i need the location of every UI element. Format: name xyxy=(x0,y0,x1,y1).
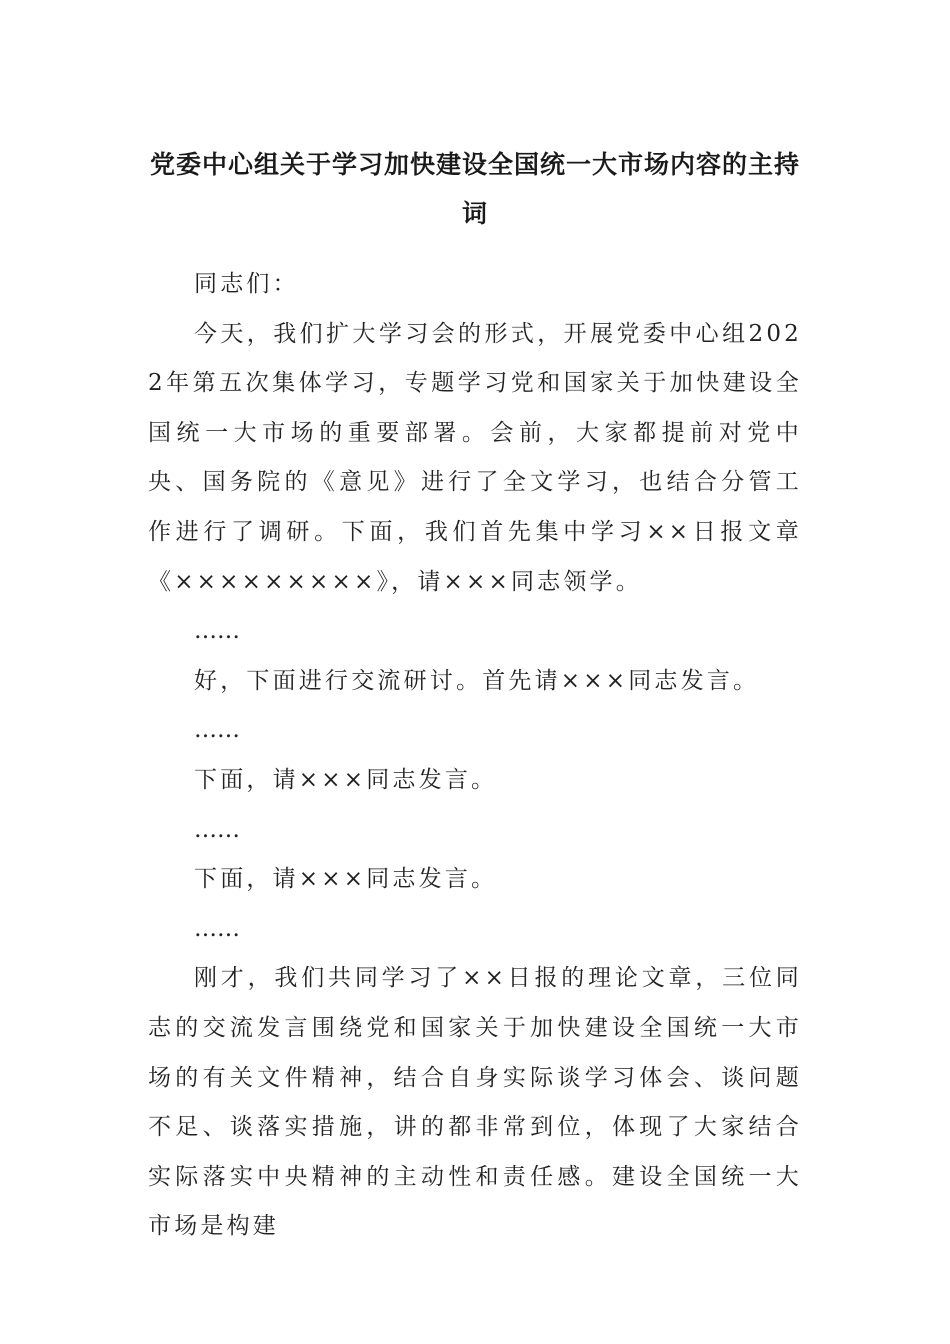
document-body xyxy=(148,260,802,1252)
salutation: 同志们： xyxy=(194,271,299,297)
ellipsis-paragraph: …… xyxy=(194,915,240,942)
ellipsis-paragraph: …… xyxy=(194,816,240,843)
paragraph-discussion-start: 好，下面进行交流研讨。首先请×××同志发言。 xyxy=(194,667,760,694)
ellipsis-paragraph: …… xyxy=(194,717,240,744)
paragraph-next-speaker: 下面，请×××同志发言。 xyxy=(194,866,498,893)
paragraph-next-speaker: 下面，请×××同志发言。 xyxy=(194,766,498,793)
document-title: 党委中心组关于学习加快建设全国统一大市场内容的主持词 xyxy=(149,150,800,228)
ellipsis-paragraph: …… xyxy=(194,618,240,645)
paragraph-opening: 今天，我们扩大学习会的形式，开展党委中心组2022年第五次集体学习，专题学习党和国家关于加快建设全国统一大市场的重要部署。会前，大家都提前对党中央、国务院的《意见》进行了全文学习，也结合分管工作进行了调研。下面，我们首先集中学习××日报文章《×××××××××》，请×××同志领学。 xyxy=(148,320,802,595)
paragraph-summary: 刚才，我们共同学习了××日报的理论文章，三位同志的交流发言围绕党和国家关于加快建设全国统一大市场的有关文件精神，结合自身实际谈学习体会、谈问题不足、谈落实措施，讲的都非常到位，体现了大家结合实际落实中央精神的主动性和责任感。建设全国统一大市场是构建 xyxy=(148,965,802,1240)
